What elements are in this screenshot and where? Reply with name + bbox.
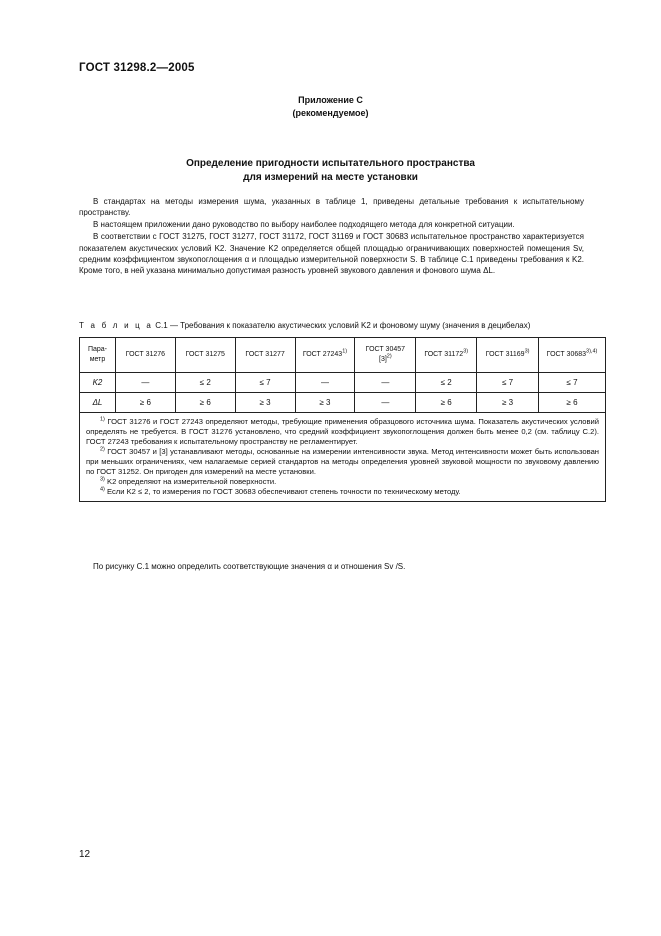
appendix-status: (рекомендуемое) [292,108,369,118]
header-col-5: ГОСТ 30457 $[3]^{2)}$ [355,338,416,373]
table-cell: — [355,393,416,413]
row-param: K2 [80,373,116,393]
table-cell: ≤ 7 [539,373,606,393]
table-cell: ≥ 6 [539,393,606,413]
table-row-delta-l [80,393,606,413]
table-cell: ≥ 3 [477,393,539,413]
table-cell: ≤ 2 [416,373,477,393]
paragraph-3: В соответствии с ГОСТ 31275, ГОСТ 31277, ГОСТ 31172, ГОСТ 31169 и ГОСТ 30683 испытательное пространство характеризуется показателем акустических условий K2. Значение K2 определяется общей площадью ограничивающих поверхностей помещения Sv, средним коэффициентом звукопоглощения α и площадью измерительной поверхности S. В таблице С.1 приведены требования к K2. Кроме того, в ней указана минимально допустимая разность уровней звукового давления и фонового шума ΔL. [79,232,584,276]
table-cell: ≤ 7 [477,373,539,393]
body-text [79,196,584,277]
header-col-1: ГОСТ 31276 [115,338,175,373]
section-title [0,157,661,185]
page-number: 12 [79,849,91,860]
after-table-text: По рисунку С.1 можно определить соответствующие значения α и отношения Sv /S. [93,562,406,571]
table-cell: ≤ 7 [235,373,295,393]
standard-header: ГОСТ 31298.2—2005 [79,62,195,74]
table-caption [79,321,530,330]
table-header-row [80,338,606,373]
table-caption-prefix: Т а б л и ц а [79,321,154,330]
table-row-k2 [80,373,606,393]
table-note-4: $^{4)}$ Если K2 ≤ 2, то измерения по ГОСТ 30683 обеспечивают степень точности по техническому методу. [100,486,461,496]
header-col-4: ГОСТ 27243$^{1)}$ [295,338,355,373]
requirements-table [79,337,606,502]
table-cell: ≥ 6 [416,393,477,413]
header-param: Пара- метр [80,338,116,373]
paragraph-2: В настоящем приложении дано руководство по выбору наиболее подходящего метода для конкретной ситуации. [93,220,515,230]
row-param: ΔL [80,393,116,413]
table-note-2: $^{2)}$ ГОСТ 30457 и [3] устанавливают методы, основанные на измерении интенсивности звука. Метод интенсивности может быть использован при меньших ограничениях, чем налагаемые серией стандартов на методы определения уровней звуковой мощности по звуковому давлению по ГОСТ 31252. Он пригоден для измерений на месте установки. [86,446,599,476]
section-title-line-2: для измерений на месте установки [243,172,418,183]
appendix-heading [0,94,661,120]
table-cell: ≥ 6 [115,393,175,413]
table-cell: — [295,373,355,393]
header-col-7: ГОСТ 31169$^{3)}$ [477,338,539,373]
header-col-3: ГОСТ 31277 [235,338,295,373]
header-col-2: ГОСТ 31275 [175,338,235,373]
appendix-label: Приложение С [298,95,363,105]
header-col-8: ГОСТ $30683^{3),4)}$ [539,338,606,373]
table-cell: ≤ 2 [175,373,235,393]
table-cell: — [115,373,175,393]
table-caption-text: С.1 — Требования к показателю акустических условий K2 и фоновому шуму (значения в децибелах) [155,321,531,330]
table-notes-row [80,413,606,502]
table-note-3: $^{3)}$ K2 определяют на измерительной поверхности. [100,476,277,486]
paragraph-1: В стандартах на методы измерения шума, указанных в таблице 1, приведены детальные требования к испытательному пространству. [79,197,584,218]
table-cell: ≥ 3 [295,393,355,413]
table-cell: — [355,373,416,393]
section-title-line-1: Определение пригодности испытательного пространства [186,158,475,169]
table-note-1: $^{1)}$ ГОСТ 31276 и ГОСТ 27243 определяют методы, требующие применения образцового источника шума. Показатель акустических условий определять не требуется. В ГОСТ 31276 установлено, что средний коэффициент звукопоглощения должен быть менее 0,2 (см. таблицу С.2). ГОСТ 27243 требования к испытательному пространству не регламентирует. [86,416,599,446]
header-col-6: ГОСТ 31172$^{3)}$ [416,338,477,373]
table-cell: ≥ 6 [175,393,235,413]
table-notes [80,413,606,502]
table-cell: ≥ 3 [235,393,295,413]
